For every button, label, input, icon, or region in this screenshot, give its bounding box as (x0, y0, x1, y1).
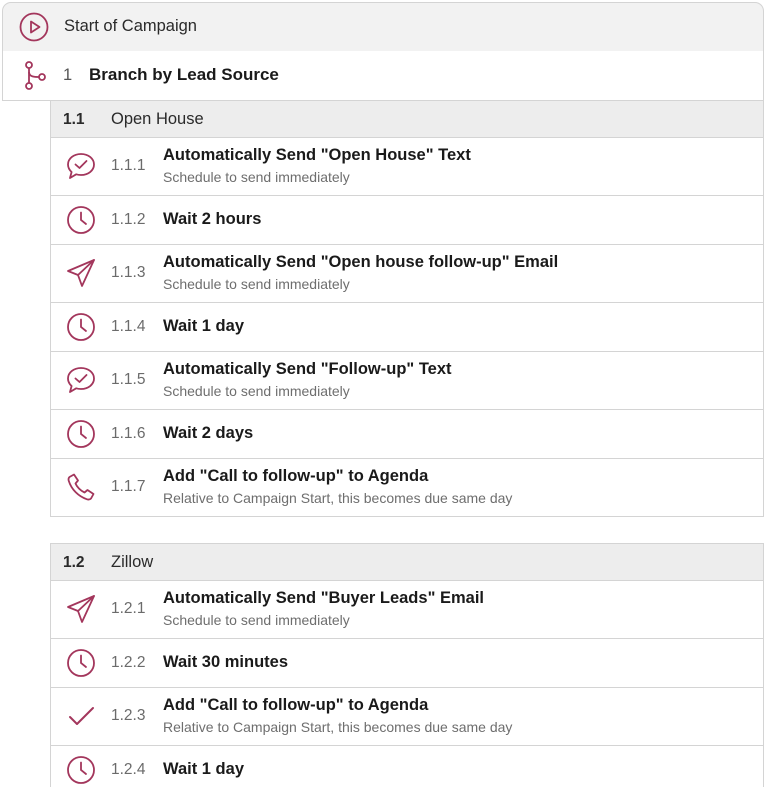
step-title: Add "Call to follow-up" to Agenda (163, 467, 429, 485)
step-subtitle: Relative to Campaign Start, this becomes due same day (163, 719, 513, 735)
checkmark-icon (65, 700, 97, 732)
group-name: Zillow (111, 553, 154, 571)
step-title: Automatically Send "Follow-up" Text (163, 360, 452, 378)
step-number: 1.2.1 (111, 600, 146, 617)
clock-icon (65, 754, 97, 786)
step-subtitle: Schedule to send immediately (163, 169, 350, 185)
step-row[interactable] (51, 138, 763, 196)
step-subtitle: Relative to Campaign Start, this becomes due same day (163, 490, 513, 506)
step-title: Wait 30 minutes (163, 653, 288, 671)
step-number: 1.1.3 (111, 264, 146, 281)
clock-icon (65, 418, 97, 450)
step-row[interactable] (51, 688, 763, 746)
clock-icon (65, 204, 97, 236)
step-row[interactable] (51, 196, 763, 245)
step-number: 1.1.2 (111, 211, 146, 228)
step-title: Wait 1 day (163, 317, 244, 335)
step-row[interactable] (51, 746, 763, 787)
step-title: Wait 2 hours (163, 210, 262, 228)
campaign-start-row[interactable] (2, 2, 764, 52)
step-title: Wait 2 days (163, 424, 254, 442)
step-number: 1.1.4 (111, 318, 146, 335)
step-number: 1.2.4 (111, 761, 146, 778)
group-name: Open House (111, 110, 204, 128)
step-subtitle: Schedule to send immediately (163, 383, 350, 399)
send-icon (65, 257, 97, 289)
clock-icon (65, 311, 97, 343)
step-number: 1.1.5 (111, 371, 146, 388)
step-number: 1.2.3 (111, 707, 146, 724)
step-row[interactable] (51, 581, 763, 639)
step-number: 1.2.2 (111, 654, 146, 671)
branch-label: Branch by Lead Source (89, 65, 279, 84)
step-subtitle: Schedule to send immediately (163, 612, 350, 628)
step-row[interactable] (51, 303, 763, 352)
branch-group-zillow (50, 543, 764, 787)
step-title: Automatically Send "Buyer Leads" Email (163, 589, 484, 607)
step-number: 1.1.7 (111, 478, 146, 495)
step-title: Automatically Send "Open House" Text (163, 146, 471, 164)
step-number: 1.1.6 (111, 425, 146, 442)
step-row[interactable] (51, 459, 763, 517)
step-title: Automatically Send "Open house follow-up" Email (163, 253, 559, 271)
send-icon (65, 593, 97, 625)
step-number: 1.1.1 (111, 157, 146, 174)
play-circle-icon (18, 11, 50, 43)
step-row[interactable] (51, 245, 763, 303)
branch-group-open-house (50, 100, 764, 517)
branch-row[interactable] (2, 51, 764, 101)
campaign-start-label: Start of Campaign (64, 17, 197, 35)
step-row[interactable] (51, 410, 763, 459)
group-header[interactable] (51, 100, 763, 138)
step-subtitle: Schedule to send immediately (163, 276, 350, 292)
branch-icon (23, 60, 47, 92)
step-title: Add "Call to follow-up" to Agenda (163, 696, 429, 714)
step-row[interactable] (51, 639, 763, 688)
branch-number: 1 (63, 66, 73, 84)
step-title: Wait 1 day (163, 760, 244, 778)
phone-icon (65, 471, 97, 503)
step-row[interactable] (51, 352, 763, 410)
group-number: 1.1 (63, 111, 85, 128)
group-header[interactable] (51, 543, 763, 581)
chat-check-icon (65, 150, 97, 182)
clock-icon (65, 647, 97, 679)
chat-check-icon (65, 364, 97, 396)
group-number: 1.2 (63, 554, 85, 571)
